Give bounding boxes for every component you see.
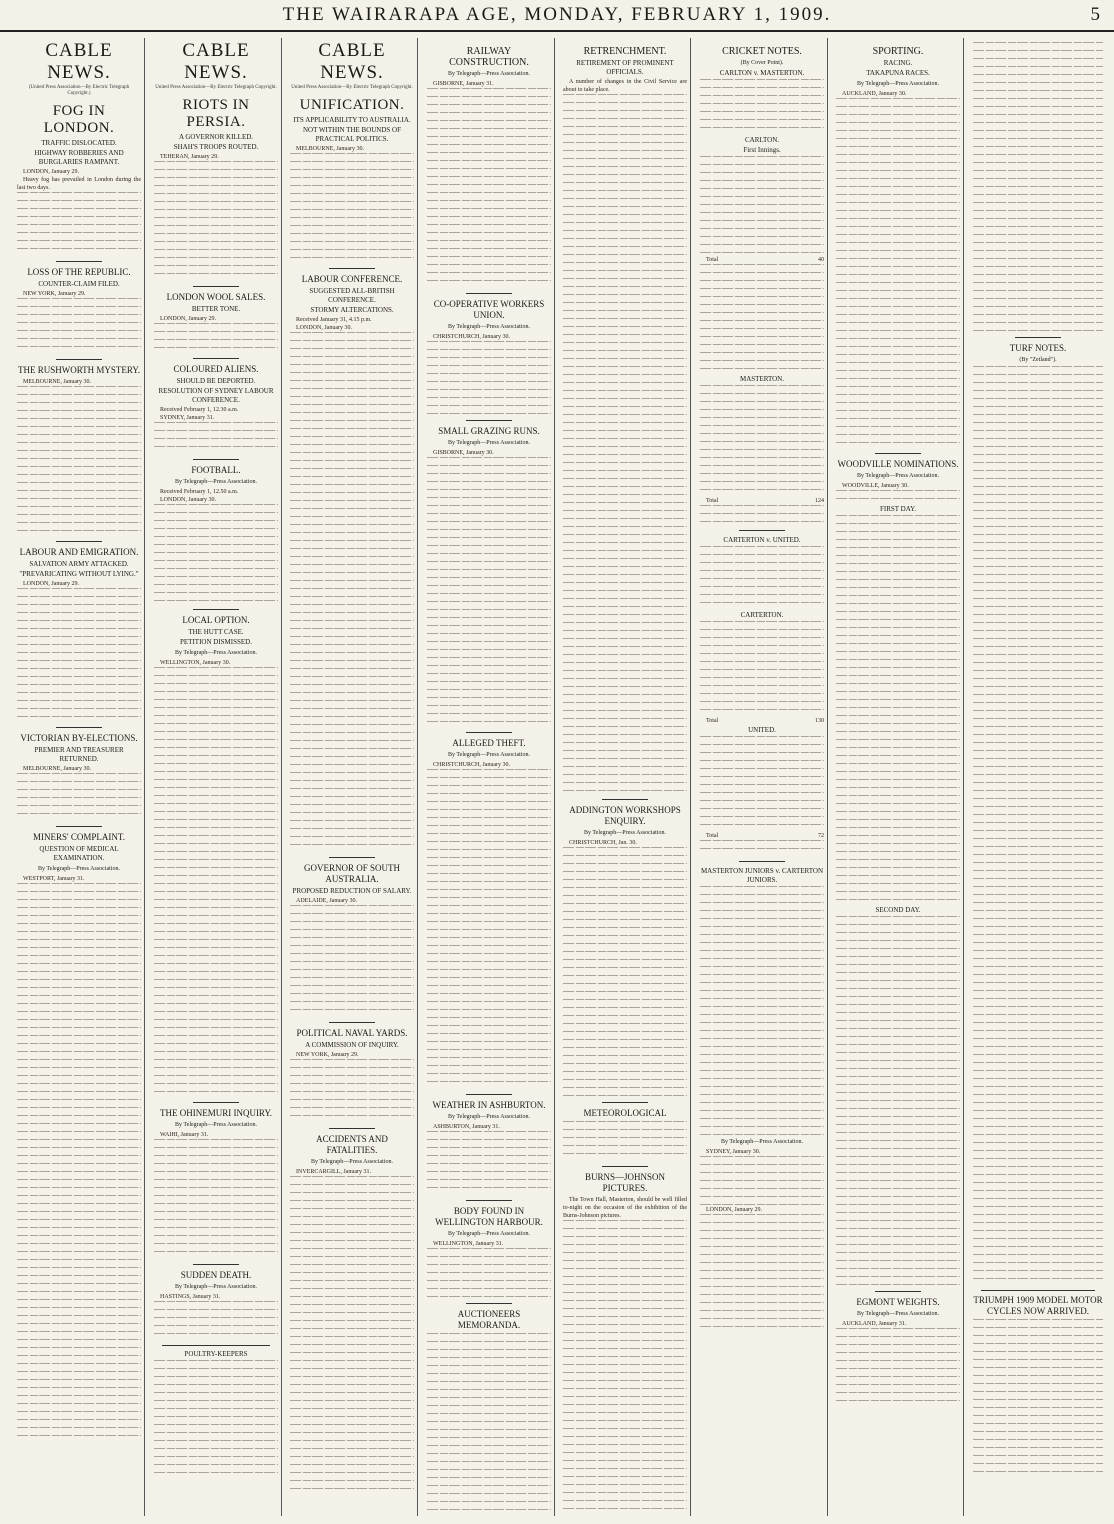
subhead: NOT WITHIN THE BOUNDS OF PRACTICAL POLITICS. (303, 126, 401, 143)
headline: TRIUMPH 1909 MODEL MOTOR CYCLES NOW ARRIVED. (973, 1295, 1103, 1316)
headline: EGMONT WEIGHTS. (856, 1297, 940, 1307)
byline: By Telegraph—Press Association. (857, 473, 939, 479)
subhead: SHOULD BE DEPORTED. (176, 377, 256, 385)
article-text (290, 332, 414, 852)
divider (56, 541, 102, 542)
dateline: TEHERAN, January 29. (160, 154, 219, 160)
article-text (700, 1156, 824, 1206)
divider (329, 1128, 375, 1129)
article-text (563, 847, 687, 1097)
headline: LOSS OF THE REPUBLIC. (27, 267, 131, 277)
column-7 (833, 38, 964, 1516)
headline: LOCAL OPTION. (182, 615, 250, 625)
byline: By Telegraph—Press Association. (448, 752, 530, 758)
divider (56, 261, 102, 262)
dateline: MELBOURNE, January 30. (23, 766, 91, 772)
race-results (836, 98, 960, 448)
scorecard (700, 264, 824, 374)
headline: GOVERNOR OF SOUTH AUSTRALIA. (303, 863, 400, 884)
dateline: MELBOURNE, January 30. (296, 146, 364, 152)
headline-unification: UNIFICATION. (299, 97, 405, 113)
subhead: RETIREMENT OF PROMINENT OFFICIALS. (576, 59, 674, 76)
article-text (290, 1059, 414, 1123)
race-results (973, 42, 1103, 332)
byline: By Telegraph—Press Association. (857, 81, 939, 87)
divider (466, 1094, 512, 1095)
headline-fog: FOG IN LONDON. (43, 103, 115, 136)
article-text (17, 298, 141, 354)
dateline: WAIHI, January 31. (160, 1132, 209, 1138)
subhead: A GOVERNOR KILLED. (178, 133, 254, 141)
divider (602, 1102, 648, 1103)
article-text (700, 840, 824, 856)
byline: By Telegraph—Press Association. (448, 71, 530, 77)
press-credit: United Press Association—By Electric Telegraph Copyright. (291, 85, 413, 90)
byline: (By Cover Point). (740, 60, 784, 66)
divider (466, 293, 512, 294)
headline: LABOUR AND EMIGRATION. (19, 547, 139, 557)
dateline: LONDON, January 30. (160, 497, 216, 503)
dateline: INVERCARGILL, January 31. (296, 1169, 371, 1175)
article-text (154, 667, 278, 1097)
subhead: COUNTER-CLAIM FILED. (38, 280, 120, 288)
day-heading: FIRST DAY. (879, 505, 917, 513)
byline: By Telegraph—Press Association. (584, 830, 666, 836)
race-weights (836, 1328, 960, 1408)
newspaper-title: THE WAIRARAPA AGE, MONDAY, FEBRUARY 1, 1909. (282, 4, 832, 25)
headline: SMALL GRAZING RUNS. (438, 426, 540, 436)
scorecard-total: Total 124 (706, 498, 824, 504)
cable-news-banner: CABLE NEWS. (318, 40, 386, 83)
press-credit: United Press Association—By Electric Telegraph Copyright. (155, 85, 277, 90)
byline: By Telegraph—Press Association. (175, 1284, 257, 1290)
dateline: CHRISTCHURCH, January 30. (433, 762, 511, 768)
subhead: CARTERTON v. UNITED. (723, 536, 801, 544)
article-text (836, 490, 960, 504)
headline: TURF NOTES. (1009, 343, 1067, 353)
divider (193, 358, 239, 359)
day-heading: SECOND DAY. (875, 906, 921, 914)
article-text (154, 323, 278, 353)
divider (193, 459, 239, 460)
team-heading: CARLTON. (744, 136, 780, 144)
divider (193, 286, 239, 287)
divider (602, 799, 648, 800)
dateline: WELLINGTON, January 30. (160, 660, 231, 666)
subhead: PREMIER AND TREASURER RETURNED. (34, 746, 124, 763)
divider (162, 1345, 270, 1346)
article-text (154, 161, 278, 281)
article-text (17, 192, 141, 256)
headline-riots: RIOTS IN PERSIA. (182, 97, 250, 130)
subhead: MASTERTON JUNIORS v. CARTERTON JUNIORS. (700, 867, 824, 884)
article-text (17, 386, 141, 536)
headline: LABOUR CONFERENCE. (301, 274, 403, 284)
subhead: A COMMISSION OF INQUIRY. (305, 1041, 399, 1049)
innings-heading: First Innings. (743, 146, 781, 154)
team-heading: UNITED. (748, 726, 776, 734)
headline: WEATHER IN ASHBURTON. (432, 1100, 546, 1110)
article-text (427, 88, 551, 288)
byline: By Telegraph—Press Association. (175, 650, 257, 656)
divider (193, 1102, 239, 1103)
divider (56, 727, 102, 728)
article-text (290, 153, 414, 263)
advertisement-heading: POULTRY-KEEPERS (184, 1350, 248, 1358)
team-heading: CARTERTON. (740, 611, 784, 619)
article-text (700, 79, 824, 135)
article-text (17, 883, 141, 1443)
dateline: AUCKLAND, January 30. (842, 91, 907, 97)
headline: CO-OPERATIVE WORKERS UNION. (433, 299, 545, 320)
article-text (17, 773, 141, 821)
dateline: LONDON, January 29. (23, 169, 79, 175)
byline: (By "Zetland"). (1019, 357, 1057, 363)
article-text (290, 1176, 414, 1496)
dateline: NEW YORK, January 29. (23, 291, 86, 297)
advertisement-text (154, 1360, 278, 1480)
paragraph: Heavy fog has prevailed in London during the last two days. (17, 177, 141, 191)
dateline: LONDON, January 29. (23, 581, 79, 587)
subhead: THE HUTT CASE. (188, 628, 244, 636)
headline: BURNS—JOHNSON PICTURES. (584, 1172, 665, 1193)
cable-news-banner: CABLE NEWS. (182, 40, 250, 83)
divider (466, 732, 512, 733)
dateline: WESTPORT, January 31. (23, 876, 85, 882)
article-text (427, 1131, 551, 1195)
divider (193, 609, 239, 610)
divider (875, 453, 921, 454)
scorecard (700, 156, 824, 256)
headline: COLOURED ALIENS. (173, 364, 259, 374)
race-nominations (836, 916, 960, 1286)
headline: SPORTING. (872, 46, 924, 57)
byline: By Telegraph—Press Association. (448, 440, 530, 446)
headline: THE OHINEMURI INQUIRY. (159, 1108, 273, 1118)
headline: RAILWAY CONSTRUCTION. (449, 46, 529, 68)
headline: FOOTBALL. (191, 465, 241, 475)
byline: By Telegraph—Press Association. (38, 866, 120, 872)
dateline: Received February 1, 12.30 a.m. (160, 407, 239, 413)
race-nominations (836, 515, 960, 905)
dateline: WELLINGTON, January 31. (433, 1241, 504, 1247)
article-text (154, 1139, 278, 1259)
divider (739, 530, 785, 531)
subhead: RESOLUTION OF SYDNEY LABOUR CONFERENCE. (158, 387, 274, 404)
byline: By Telegraph—Press Association. (448, 1231, 530, 1237)
subhead: RACING. (883, 59, 913, 67)
article-text (154, 504, 278, 604)
dateline: MELBOURNE, January 30. (23, 379, 91, 385)
headline: MINERS' COMPLAINT. (33, 832, 125, 842)
scorecard (700, 385, 824, 497)
subhead: TRAFFIC DISLOCATED. (41, 139, 117, 147)
article-text (973, 366, 1103, 1286)
article-text (427, 1333, 551, 1516)
dateline: SYDNEY, January 31. (160, 415, 215, 421)
divider (602, 1166, 648, 1167)
subhead: "PREVARICATING WITHOUT LYING." (19, 570, 139, 578)
article-text (563, 1220, 687, 1516)
divider (981, 1290, 1095, 1291)
divider (739, 861, 785, 862)
article-text (427, 341, 551, 415)
column-2 (151, 38, 282, 1516)
dateline: NEW YORK, January 29. (296, 1052, 359, 1058)
divider (466, 1200, 512, 1201)
byline: By Telegraph—Press Association. (311, 1159, 393, 1165)
subhead: SHAH'S TROOPS ROUTED. (173, 143, 259, 151)
dateline: LONDON, January 30. (296, 325, 352, 331)
headline: VICTORIAN BY-ELECTIONS. (20, 733, 138, 743)
headline: POLITICAL NAVAL YARDS. (296, 1028, 408, 1038)
dateline: ASHBURTON, January 31. (433, 1124, 500, 1130)
dateline: GISBORNE, January 31. (433, 81, 494, 87)
byline: By Telegraph—Press Association. (857, 1311, 939, 1317)
article-text (427, 1248, 551, 1298)
column-6 (697, 38, 828, 1516)
dateline: Received February 1, 12.50 a.m. (160, 489, 239, 495)
headline: RETRENCHMENT. (583, 46, 667, 57)
scorecard (700, 621, 824, 717)
subhead: BETTER TONE. (191, 305, 241, 313)
subhead: QUESTION OF MEDICAL EXAMINATION. (39, 845, 119, 862)
dateline: WOODVILLE, January 30. (842, 483, 909, 489)
headline: THE RUSHWORTH MYSTERY. (17, 365, 141, 375)
dateline: GISBORNE, January 30. (433, 450, 494, 456)
dateline: LONDON, January 29. (706, 1207, 762, 1213)
divider (56, 826, 102, 827)
press-credit: (United Press Association—By Electric Telegraph Copyright.) (28, 85, 130, 96)
divider (466, 420, 512, 421)
team-heading: MASTERTON. (740, 375, 784, 383)
column-1 (14, 38, 145, 1516)
column-4 (424, 38, 555, 1516)
dateline: HASTINGS, January 31. (160, 1294, 221, 1300)
scorecard (700, 736, 824, 832)
byline: By Telegraph—Press Association. (721, 1139, 803, 1145)
headline: WOODVILLE NOMINATIONS. (837, 459, 959, 469)
article-text (290, 905, 414, 1017)
columns (14, 38, 1106, 1516)
dateline: ADELAIDE, January 30. (296, 898, 357, 904)
divider (193, 1264, 239, 1265)
article-text (700, 505, 824, 525)
column-3 (287, 38, 418, 1516)
divider (466, 1303, 512, 1304)
article-text (700, 546, 824, 610)
byline: By Telegraph—Press Association. (448, 324, 530, 330)
divider (875, 1291, 921, 1292)
dateline: LONDON, January 29. (160, 316, 216, 322)
article-text (973, 1319, 1103, 1479)
divider (329, 857, 375, 858)
scorecard-total: Total 72 (706, 833, 824, 839)
subhead: CARLTON v. MASTERTON. (719, 69, 805, 77)
divider (1015, 337, 1061, 338)
article-text (563, 94, 687, 794)
subhead: HIGHWAY ROBBERIES AND BURGLARIES RAMPANT. (34, 149, 124, 166)
subhead: ITS APPLICABILITY TO AUSTRALIA. (293, 116, 411, 124)
subhead: PETITION DISMISSED. (180, 638, 252, 646)
byline: By Telegraph—Press Association. (448, 1114, 530, 1120)
masthead (0, 4, 1114, 32)
subhead: SALVATION ARMY ATTACKED. (29, 560, 129, 568)
subhead: SUGGESTED ALL-BRITISH CONFERENCE. (309, 287, 395, 304)
page-number: 5 (1090, 4, 1100, 25)
scorecard-total: Total 40 (706, 257, 824, 263)
scorecard-total: Total 130 (706, 718, 824, 724)
headline: LONDON WOOL SALES. (166, 292, 266, 302)
paragraph: The Town Hall, Masterton, should be well filled to-night on the occasion of the exhibition of the Burns-Johnson pictures. (563, 1197, 687, 1219)
column-8 (970, 38, 1106, 1516)
headline: ACCIDENTS AND FATALITIES. (316, 1134, 388, 1155)
dateline: CHRISTCHURCH, Jan. 30. (569, 840, 637, 846)
article-text (154, 422, 278, 454)
article-text (427, 457, 551, 727)
headline: ALLEGED THEFT. (452, 738, 526, 748)
headline: ADDINGTON WORKSHOPS ENQUIRY. (569, 805, 681, 826)
headline: BODY FOUND IN WELLINGTON HARBOUR. (435, 1206, 543, 1227)
subhead: TAKAPUNA RACES. (866, 69, 930, 77)
byline: By Telegraph—Press Association. (175, 479, 257, 485)
column-5 (560, 38, 691, 1516)
headline: CRICKET NOTES. (722, 46, 802, 57)
headline: SUDDEN DEATH. (180, 1270, 252, 1280)
article-text (700, 1214, 824, 1334)
article-text (563, 1121, 687, 1161)
dateline: Received January 31, 4.15 p.m. (296, 317, 372, 323)
article-text (154, 1301, 278, 1341)
dateline: CHRISTCHURCH, January 30. (433, 334, 511, 340)
subhead: STORMY ALTERCATIONS. (310, 306, 394, 314)
paragraph: A number of changes in the Civil Service are about to take place. (563, 79, 687, 93)
dateline: AUCKLAND, January 31. (842, 1321, 907, 1327)
byline: By Telegraph—Press Association. (175, 1122, 257, 1128)
headline: METEOROLOGICAL (583, 1108, 667, 1118)
cable-news-banner: CABLE NEWS. (45, 40, 113, 83)
headline: AUCTIONEERS MEMORANDA. (457, 1309, 521, 1330)
subhead: PROPOSED REDUCTION OF SALARY. (292, 887, 412, 895)
divider (329, 268, 375, 269)
article-text (700, 886, 824, 1136)
dateline: SYDNEY, January 30. (706, 1149, 761, 1155)
divider (329, 1022, 375, 1023)
article-text (427, 769, 551, 1089)
divider (56, 359, 102, 360)
article-text (17, 588, 141, 722)
